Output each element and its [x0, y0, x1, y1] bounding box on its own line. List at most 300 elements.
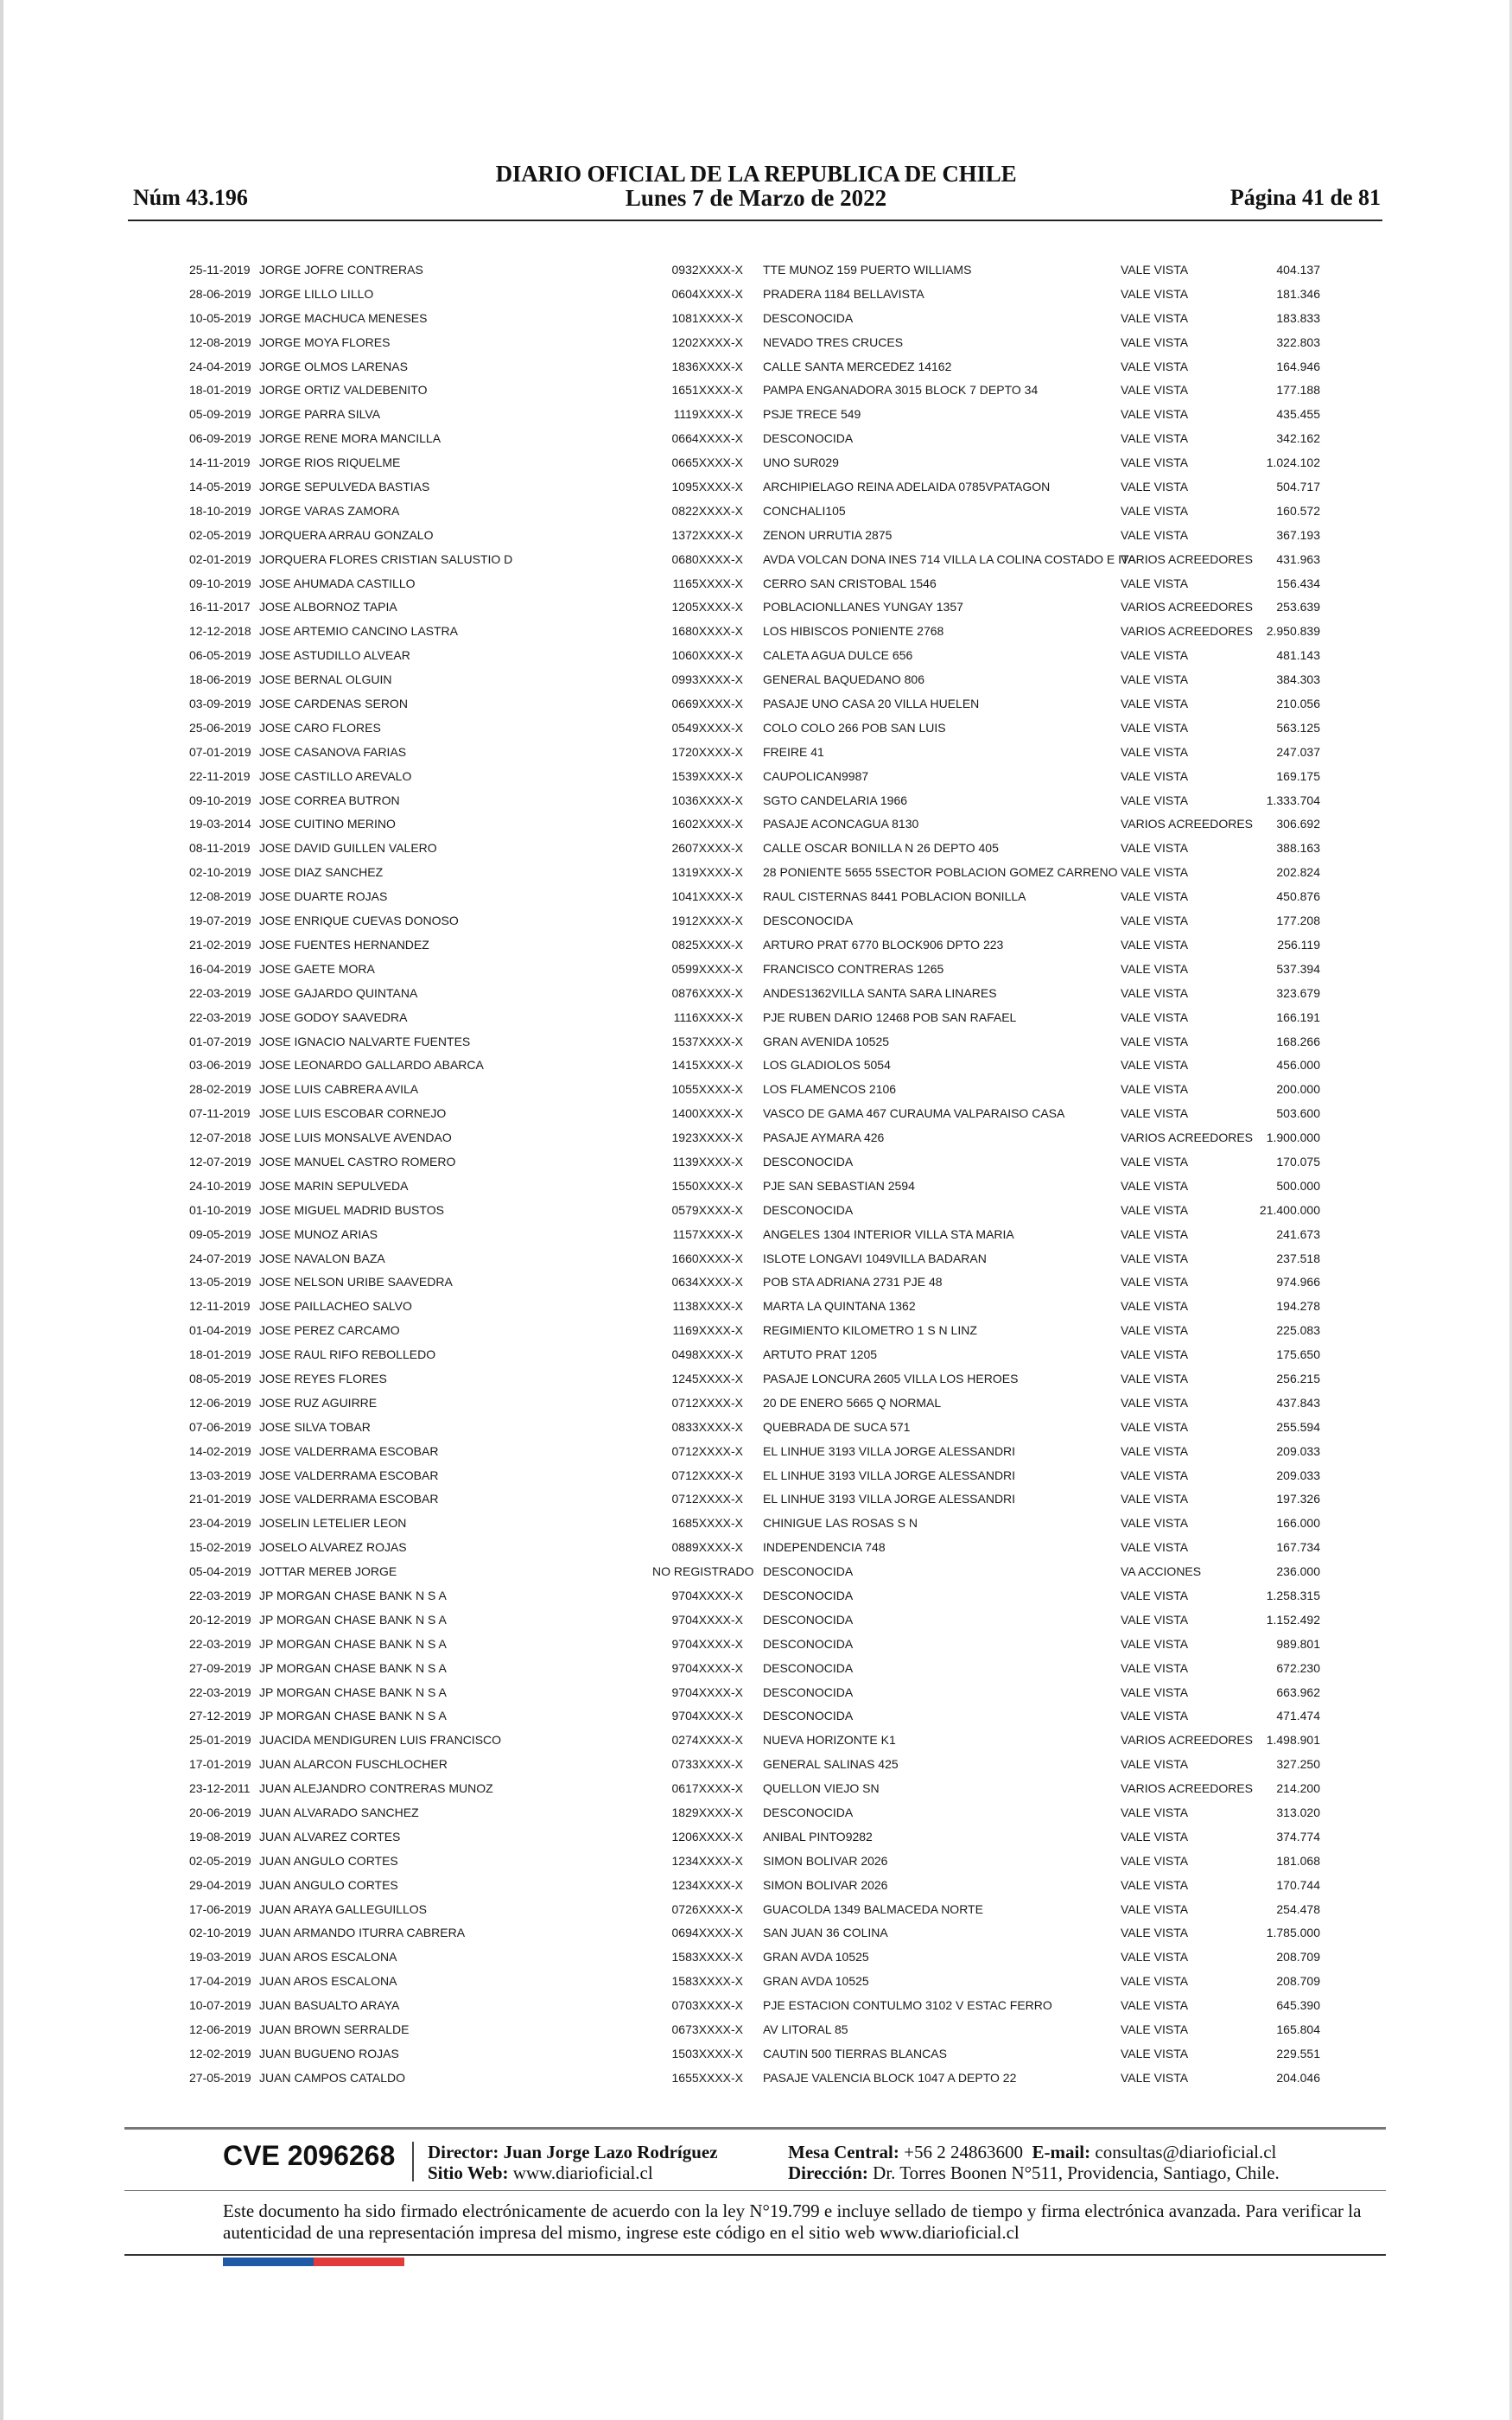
record-amount: 255.594 — [1276, 1419, 1320, 1434]
record-rut: 0498XXXX-X — [671, 1347, 743, 1362]
record-name: JOSE AHUMADA CASTILLO — [259, 576, 416, 590]
record-rut: 1234XXXX-X — [671, 1853, 743, 1868]
record-address: ZENON URRUTIA 2875 — [763, 527, 893, 542]
record-name: JOSE NELSON URIBE SAAVEDRA — [259, 1275, 453, 1290]
record-row — [0, 596, 1512, 621]
record-row — [0, 1103, 1512, 1127]
record-name: JOSE ALBORNOZ TAPIA — [259, 600, 397, 615]
record-row — [0, 428, 1512, 452]
record-name: JP MORGAN CHASE BANK N S A — [259, 1660, 447, 1675]
record-type: VALE VISTA — [1121, 1612, 1189, 1627]
record-date: 17-06-2019 — [189, 1901, 251, 1916]
record-address: LOS GLADIOLOS 5054 — [763, 1058, 891, 1073]
record-name: JOSE GAJARDO QUINTANA — [259, 985, 418, 1000]
record-amount: 241.673 — [1276, 1226, 1320, 1241]
record-type: VALE VISTA — [1121, 1202, 1189, 1217]
record-date: 14-11-2019 — [189, 455, 251, 470]
record-type: VARIOS ACREEDORES — [1121, 1130, 1254, 1145]
record-type: VALE VISTA — [1121, 1082, 1189, 1097]
record-date: 24-04-2019 — [189, 359, 251, 373]
record-address: PJE RUBEN DARIO 12468 POB SAN RAFAEL — [763, 1009, 1017, 1024]
record-name: JOSE VALDERRAMA ESCOBAR — [259, 1443, 439, 1458]
director-label: Director: — [428, 2142, 499, 2162]
record-row — [0, 1754, 1512, 1778]
record-type: VALE VISTA — [1121, 1178, 1189, 1193]
record-address: POBLACIONLLANES YUNGAY 1357 — [763, 600, 963, 615]
record-rut: 0549XXXX-X — [671, 720, 743, 735]
record-name: JOSE CARO FLORES — [259, 720, 381, 735]
record-row — [0, 1971, 1512, 1995]
email-link[interactable]: consultas@diarioficial.cl — [1095, 2142, 1277, 2162]
record-rut: 1537XXXX-X — [671, 1034, 743, 1048]
record-row — [0, 1175, 1512, 1200]
record-address: AVDA VOLCAN DONA INES 714 VILLA LA COLINA COSTADO E ITA — [763, 551, 1136, 566]
record-name: JUAN ALVARADO SANCHEZ — [259, 1805, 419, 1819]
record-row — [0, 404, 1512, 428]
record-amount: 1.258.315 — [1266, 1588, 1320, 1602]
record-type: VARIOS ACREEDORES — [1121, 1781, 1254, 1796]
record-rut: 1055XXXX-X — [671, 1082, 743, 1097]
record-row — [0, 1537, 1512, 1561]
record-date: 16-04-2019 — [189, 961, 251, 976]
record-row — [0, 549, 1512, 573]
sitio-label: Sitio Web: — [428, 2162, 509, 2183]
record-amount: 21.400.000 — [1259, 1202, 1320, 1217]
record-row — [0, 958, 1512, 983]
record-type: VALE VISTA — [1121, 1588, 1189, 1602]
record-amount: 672.230 — [1276, 1660, 1320, 1675]
record-type: VALE VISTA — [1121, 1998, 1189, 2013]
record-name: JUAN AROS ESCALONA — [259, 1950, 397, 1965]
record-address: CALLE SANTA MERCEDEZ 14162 — [763, 359, 952, 373]
record-name: JOSE PAILLACHEO SALVO — [259, 1299, 412, 1314]
record-row — [0, 1585, 1512, 1609]
record-row — [0, 1320, 1512, 1344]
record-date: 19-03-2019 — [189, 1950, 251, 1965]
record-type: VALE VISTA — [1121, 1009, 1189, 1024]
record-date: 18-01-2019 — [189, 383, 251, 398]
record-rut: 9704XXXX-X — [671, 1588, 743, 1602]
record-name: JOSE GODOY SAAVEDRA — [259, 1009, 408, 1024]
record-address: CAUTIN 500 TIERRAS BLANCAS — [763, 2046, 947, 2060]
record-type: VALE VISTA — [1121, 1853, 1189, 1868]
record-type: VALE VISTA — [1121, 2046, 1189, 2060]
mesa-label: Mesa Central: — [788, 2142, 899, 2162]
record-date: 21-02-2019 — [189, 937, 251, 952]
record-row — [0, 1417, 1512, 1441]
record-name: JUAN CAMPOS CATALDO — [259, 2070, 406, 2085]
record-rut: 0833XXXX-X — [671, 1419, 743, 1434]
record-amount: 256.119 — [1277, 937, 1320, 952]
record-rut: 0604XXXX-X — [671, 286, 743, 301]
record-date: 22-03-2019 — [189, 1009, 251, 1024]
record-rut: 1036XXXX-X — [671, 793, 743, 807]
sitio-web-link[interactable]: www.diarioficial.cl — [512, 2162, 653, 2183]
record-name: JOSE RUZ AGUIRRE — [259, 1395, 378, 1410]
record-name: JUAN ALVAREZ CORTES — [259, 1829, 401, 1844]
record-amount: 431.963 — [1276, 551, 1320, 566]
record-date: 07-11-2019 — [189, 1106, 251, 1121]
record-row — [0, 742, 1512, 766]
record-amount: 384.303 — [1276, 672, 1320, 687]
record-type: VALE VISTA — [1121, 889, 1189, 904]
record-amount: 435.455 — [1276, 407, 1320, 422]
record-rut: 1060XXXX-X — [671, 648, 743, 663]
record-type: VALE VISTA — [1121, 431, 1189, 446]
record-date: 12-12-2018 — [189, 624, 251, 639]
record-address: DESCONOCIDA — [763, 1202, 854, 1217]
record-amount: 253.639 — [1276, 600, 1320, 615]
record-amount: 208.709 — [1276, 1950, 1320, 1965]
record-date: 25-11-2019 — [189, 263, 251, 277]
record-name: JOSE DIAZ SANCHEZ — [259, 865, 384, 880]
record-address: DESCONOCIDA — [763, 1612, 854, 1627]
record-row — [0, 1271, 1512, 1296]
record-date: 02-05-2019 — [189, 1853, 251, 1868]
record-amount: 225.083 — [1276, 1323, 1320, 1338]
record-amount: 236.000 — [1276, 1564, 1320, 1579]
record-date: 15-02-2019 — [189, 1540, 251, 1555]
record-address: EL LINHUE 3193 VILLA JORGE ALESSANDRI — [763, 1443, 1016, 1458]
record-type: VALE VISTA — [1121, 1058, 1189, 1073]
record-address: PASAJE ACONCAGUA 8130 — [763, 817, 919, 831]
record-date: 23-12-2011 — [189, 1781, 251, 1796]
record-name: JOSE ARTEMIO CANCINO LASTRA — [259, 624, 459, 639]
record-amount: 183.833 — [1276, 310, 1320, 325]
record-row — [0, 910, 1512, 934]
record-rut: 1400XXXX-X — [671, 1106, 743, 1121]
record-address: GENERAL SALINAS 425 — [763, 1757, 899, 1772]
record-amount: 313.020 — [1276, 1805, 1320, 1819]
record-amount: 202.824 — [1276, 865, 1320, 880]
record-rut: 0825XXXX-X — [671, 937, 743, 952]
record-address: EL LINHUE 3193 VILLA JORGE ALESSANDRI — [763, 1492, 1016, 1506]
record-date: 22-03-2019 — [189, 985, 251, 1000]
record-date: 25-06-2019 — [189, 720, 251, 735]
record-name: JORGE RENE MORA MANCILLA — [259, 431, 442, 446]
record-amount: 160.572 — [1276, 503, 1320, 518]
record-rut: 1829XXXX-X — [671, 1805, 743, 1819]
record-row — [0, 717, 1512, 742]
record-type: VALE VISTA — [1121, 310, 1189, 325]
record-type: VALE VISTA — [1121, 1034, 1189, 1048]
record-name: JOSE LUIS ESCOBAR CORNEJO — [259, 1106, 447, 1121]
record-address: UNO SUR029 — [763, 455, 839, 470]
record-date: 23-04-2019 — [189, 1516, 251, 1531]
record-amount: 181.346 — [1276, 286, 1320, 301]
record-rut: 0673XXXX-X — [671, 2022, 743, 2037]
record-rut: 1539XXXX-X — [671, 768, 743, 783]
record-type: VALE VISTA — [1121, 1660, 1189, 1675]
record-type: VALE VISTA — [1121, 1684, 1189, 1699]
record-name: JUAN BUGUENO ROJAS — [259, 2046, 399, 2060]
record-type: VALE VISTA — [1121, 1154, 1189, 1169]
record-type: VALE VISTA — [1121, 793, 1189, 807]
record-amount: 504.717 — [1276, 480, 1320, 494]
record-row — [0, 1512, 1512, 1537]
record-amount: 323.679 — [1276, 985, 1320, 1000]
record-type: VARIOS ACREEDORES — [1121, 817, 1254, 831]
record-amount: 2.950.839 — [1266, 624, 1320, 639]
record-type: VALE VISTA — [1121, 359, 1189, 373]
record-name: JUACIDA MENDIGUREN LUIS FRANCISCO — [259, 1733, 502, 1748]
record-row — [0, 2067, 1512, 2092]
record-rut: 0712XXXX-X — [671, 1492, 743, 1506]
record-type: VALE VISTA — [1121, 2070, 1189, 2085]
record-name: JORGE ORTIZ VALDEBENITO — [259, 383, 428, 398]
record-row — [0, 283, 1512, 308]
record-name: JOSE NAVALON BAZA — [259, 1251, 385, 1265]
record-rut: 1836XXXX-X — [671, 359, 743, 373]
record-type: VALE VISTA — [1121, 576, 1189, 590]
record-rut: 0579XXXX-X — [671, 1202, 743, 1217]
record-rut: 9704XXXX-X — [671, 1660, 743, 1675]
record-date: 01-04-2019 — [189, 1323, 251, 1338]
record-row — [0, 1802, 1512, 1826]
record-row — [0, 669, 1512, 693]
record-amount: 645.390 — [1276, 1998, 1320, 2013]
record-amount: 306.692 — [1276, 817, 1320, 831]
record-address: ANIBAL PINTO9282 — [763, 1829, 873, 1844]
record-rut: 1138XXXX-X — [672, 1299, 743, 1314]
record-address: SIMON BOLIVAR 2026 — [763, 1877, 888, 1892]
record-name: JUAN ALEJANDRO CONTRERAS MUNOZ — [259, 1781, 493, 1796]
record-row — [0, 1392, 1512, 1417]
record-row — [0, 1729, 1512, 1754]
record-amount: 500.000 — [1276, 1178, 1320, 1193]
record-date: 27-12-2019 — [189, 1709, 251, 1723]
record-type: VALE VISTA — [1121, 1757, 1189, 1772]
record-row — [0, 1200, 1512, 1224]
record-date: 01-10-2019 — [189, 1202, 251, 1217]
record-address: PASAJE AYMARA 426 — [763, 1130, 885, 1145]
record-amount: 170.744 — [1276, 1877, 1320, 1892]
record-type: VALE VISTA — [1121, 383, 1189, 398]
record-type: VARIOS ACREEDORES — [1121, 624, 1254, 639]
record-address: ARTUTO PRAT 1205 — [763, 1347, 878, 1362]
record-row — [0, 1224, 1512, 1248]
record-row — [0, 813, 1512, 837]
record-amount: 169.175 — [1276, 768, 1320, 783]
record-amount: 200.000 — [1276, 1082, 1320, 1097]
record-row — [0, 1031, 1512, 1055]
record-address: CONCHALI105 — [763, 503, 846, 518]
record-amount: 563.125 — [1276, 720, 1320, 735]
record-name: JUAN BASUALTO ARAYA — [259, 1998, 400, 2013]
record-name: JUAN BROWN SERRALDE — [259, 2022, 410, 2037]
record-rut: 0694XXXX-X — [671, 1926, 743, 1940]
record-type: VALE VISTA — [1121, 1299, 1189, 1314]
footer-director-block — [428, 2142, 718, 2183]
record-row — [0, 1946, 1512, 1971]
record-name: JOSE MUNOZ ARIAS — [259, 1226, 378, 1241]
record-address: LOS FLAMENCOS 2106 — [763, 1082, 897, 1097]
record-rut: 1202XXXX-X — [671, 334, 743, 349]
record-row — [0, 621, 1512, 645]
record-rut: NO REGISTRADO — [652, 1564, 754, 1579]
record-row — [0, 1488, 1512, 1512]
record-date: 19-08-2019 — [189, 1829, 251, 1844]
record-address: CERRO SAN CRISTOBAL 1546 — [763, 576, 937, 590]
record-address: GRAN AVDA 10525 — [763, 1950, 869, 1965]
record-name: JUAN ANGULO CORTES — [259, 1877, 398, 1892]
record-date: 09-10-2019 — [189, 576, 251, 590]
record-rut: 1583XXXX-X — [671, 1950, 743, 1965]
footer-divider-bottom — [124, 2254, 1386, 2256]
record-type: VALE VISTA — [1121, 2022, 1189, 2037]
record-amount: 177.208 — [1276, 914, 1320, 928]
record-amount: 166.000 — [1276, 1516, 1320, 1531]
record-type: VALE VISTA — [1121, 744, 1189, 759]
record-date: 29-04-2019 — [189, 1877, 251, 1892]
record-address: 28 PONIENTE 5655 5SECTOR POBLACION GOMEZ CARRENO — [763, 865, 1118, 880]
record-row — [0, 1561, 1512, 1585]
record-name: JOSE LUIS CABRERA AVILA — [259, 1082, 419, 1097]
record-date: 24-07-2019 — [189, 1251, 251, 1265]
record-rut: 1157XXXX-X — [672, 1226, 743, 1241]
record-address: FREIRE 41 — [763, 744, 824, 759]
record-date: 12-08-2019 — [189, 889, 251, 904]
records-list — [0, 259, 1512, 2092]
record-address: 20 DE ENERO 5665 Q NORMAL — [763, 1395, 942, 1410]
record-amount: 237.518 — [1276, 1251, 1320, 1265]
record-row — [0, 1705, 1512, 1729]
record-date: 02-05-2019 — [189, 527, 251, 542]
record-date: 18-06-2019 — [189, 672, 251, 687]
record-type: VARIOS ACREEDORES — [1121, 1733, 1254, 1748]
record-row — [0, 1634, 1512, 1658]
record-rut: 1041XXXX-X — [671, 889, 743, 904]
record-type: VALE VISTA — [1121, 1251, 1189, 1265]
record-row — [0, 934, 1512, 958]
record-type: VALE VISTA — [1121, 865, 1189, 880]
record-date: 24-10-2019 — [189, 1178, 251, 1193]
flag-stripe — [223, 2258, 404, 2266]
record-date: 09-05-2019 — [189, 1226, 251, 1241]
record-type: VA ACCIONES — [1121, 1564, 1202, 1579]
record-amount: 437.843 — [1276, 1395, 1320, 1410]
record-date: 08-05-2019 — [189, 1371, 251, 1385]
record-type: VALE VISTA — [1121, 1323, 1189, 1338]
record-rut: 1923XXXX-X — [671, 1130, 743, 1145]
record-name: JOSE LEONARDO GALLARDO ABARCA — [259, 1058, 484, 1073]
record-address: SAN JUAN 36 COLINA — [763, 1926, 888, 1940]
record-amount: 1.900.000 — [1266, 1130, 1320, 1145]
record-date: 07-01-2019 — [189, 744, 251, 759]
record-date: 20-06-2019 — [189, 1805, 251, 1819]
record-row — [0, 1151, 1512, 1175]
record-name: JOSE CUITINO MERINO — [259, 817, 396, 831]
record-name: JOSE MARIN SEPULVEDA — [259, 1178, 409, 1193]
record-amount: 168.266 — [1276, 1034, 1320, 1048]
record-amount: 165.804 — [1276, 2022, 1320, 2037]
record-date: 22-03-2019 — [189, 1684, 251, 1699]
record-date: 13-05-2019 — [189, 1275, 251, 1290]
record-rut: 1583XXXX-X — [671, 1974, 743, 1989]
header-divider — [128, 220, 1382, 221]
record-rut: 1655XXXX-X — [671, 2070, 743, 2085]
record-row — [0, 476, 1512, 500]
record-row — [0, 1682, 1512, 1706]
record-address: SIMON BOLIVAR 2026 — [763, 1853, 888, 1868]
record-date: 28-06-2019 — [189, 286, 251, 301]
record-address: CALLE OSCAR BONILLA N 26 DEPTO 405 — [763, 841, 999, 856]
record-rut: 1234XXXX-X — [671, 1877, 743, 1892]
record-row — [0, 1922, 1512, 1946]
record-row — [0, 1296, 1512, 1320]
record-rut: 9704XXXX-X — [671, 1636, 743, 1651]
record-row — [0, 573, 1512, 597]
record-type: VALE VISTA — [1121, 1926, 1189, 1940]
record-address: AV LITORAL 85 — [763, 2022, 848, 2037]
record-name: JUAN ARMANDO ITURRA CABRERA — [259, 1926, 466, 1940]
record-name: JOSE CORREA BUTRON — [259, 793, 400, 807]
record-address: TTE MUNOZ 159 PUERTO WILLIAMS — [763, 263, 972, 277]
record-date: 02-10-2019 — [189, 865, 251, 880]
record-address: DESCONOCIDA — [763, 1684, 854, 1699]
record-name: JORGE LILLO LILLO — [259, 286, 374, 301]
record-row — [0, 525, 1512, 549]
record-name: JOSE CASTILLO AREVALO — [259, 768, 412, 783]
record-row — [0, 2019, 1512, 2043]
record-date: 17-01-2019 — [189, 1757, 251, 1772]
record-rut: 0599XXXX-X — [671, 961, 743, 976]
record-name: JORGE VARAS ZAMORA — [259, 503, 400, 518]
record-amount: 164.946 — [1276, 359, 1320, 373]
record-amount: 208.709 — [1276, 1974, 1320, 1989]
record-date: 05-04-2019 — [189, 1564, 251, 1579]
record-row — [0, 1079, 1512, 1103]
record-rut: 0617XXXX-X — [671, 1781, 743, 1796]
record-rut: 1912XXXX-X — [671, 914, 743, 928]
record-amount: 256.215 — [1276, 1371, 1320, 1385]
record-rut: 0712XXXX-X — [671, 1395, 743, 1410]
record-date: 14-02-2019 — [189, 1443, 251, 1458]
record-name: JOSE SILVA TOBAR — [259, 1419, 371, 1434]
record-type: VALE VISTA — [1121, 841, 1189, 856]
record-amount: 471.474 — [1276, 1709, 1320, 1723]
record-date: 21-01-2019 — [189, 1492, 251, 1506]
record-date: 01-07-2019 — [189, 1034, 251, 1048]
record-amount: 342.162 — [1276, 431, 1320, 446]
record-date: 27-05-2019 — [189, 2070, 251, 2085]
record-row — [0, 1826, 1512, 1850]
record-address: DESCONOCIDA — [763, 914, 854, 928]
record-name: JOSE ASTUDILLO ALVEAR — [259, 648, 410, 663]
record-row — [0, 1899, 1512, 1923]
record-type: VALE VISTA — [1121, 1540, 1189, 1555]
record-address: ARCHIPIELAGO REINA ADELAIDA 0785VPATAGON — [763, 480, 1051, 494]
record-type: VALE VISTA — [1121, 1901, 1189, 1916]
record-row — [0, 259, 1512, 283]
record-rut: 0664XXXX-X — [671, 431, 743, 446]
record-date: 09-10-2019 — [189, 793, 251, 807]
footer-divider-middle — [124, 2190, 1386, 2191]
record-rut: 1095XXXX-X — [671, 480, 743, 494]
record-date: 10-05-2019 — [189, 310, 251, 325]
record-date: 08-11-2019 — [189, 841, 251, 856]
record-row — [0, 1441, 1512, 1465]
record-rut: 0669XXXX-X — [671, 697, 743, 711]
record-type: VALE VISTA — [1121, 1395, 1189, 1410]
record-rut: 1205XXXX-X — [671, 600, 743, 615]
record-rut: 1139XXXX-X — [672, 1154, 743, 1169]
record-type: VALE VISTA — [1121, 1950, 1189, 1965]
record-date: 22-03-2019 — [189, 1588, 251, 1602]
record-name: JOSE LUIS MONSALVE AVENDAO — [259, 1130, 452, 1145]
record-amount: 989.801 — [1276, 1636, 1320, 1651]
record-amount: 1.333.704 — [1266, 793, 1320, 807]
